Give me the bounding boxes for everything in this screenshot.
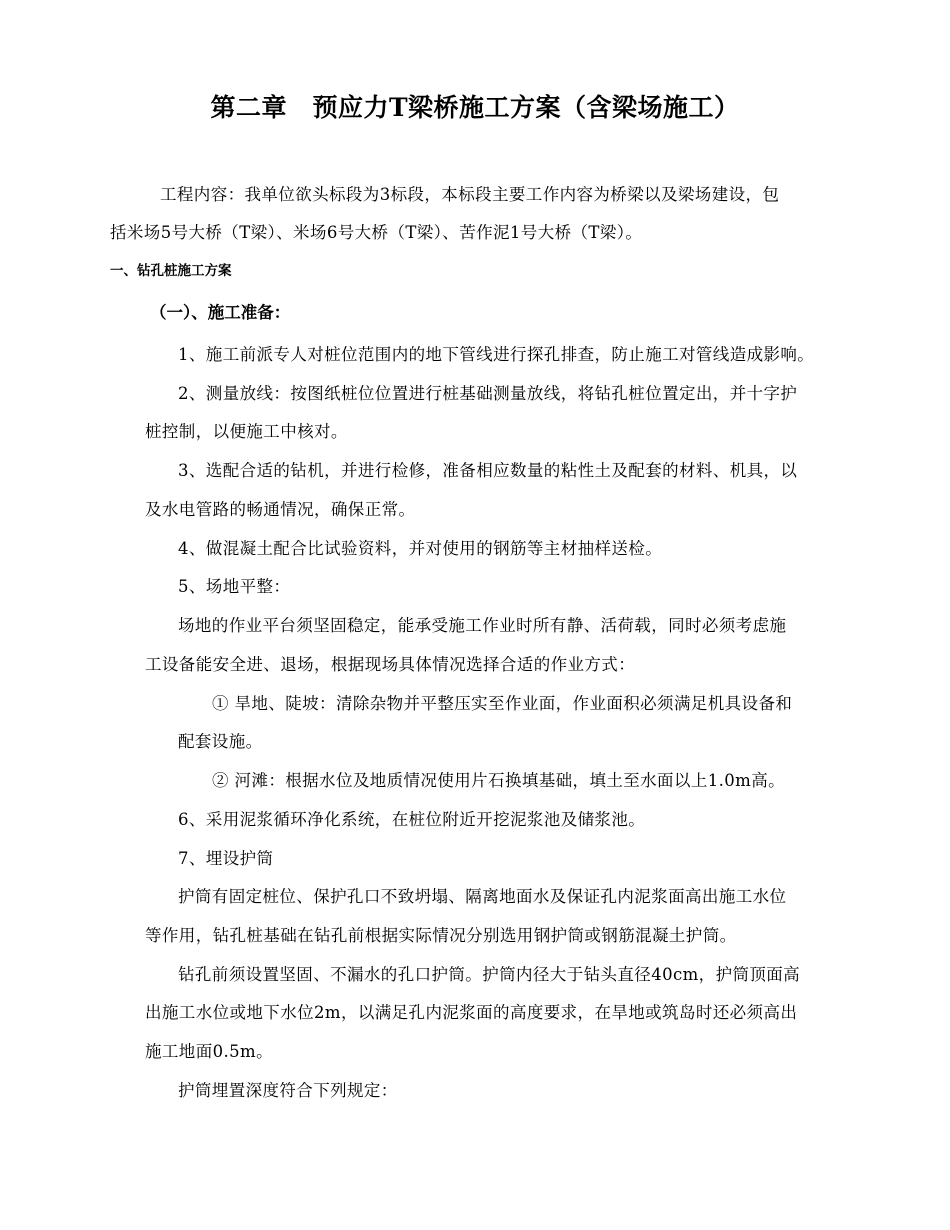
paragraph-line: 工设备能安全进、退场，根据现场具体情况选择合适的作业方式： — [145, 655, 636, 674]
paragraph-line: 7、埋设护筒 — [178, 849, 274, 868]
paragraph-line: 钻孔前须设置坚固、不漏水的孔口护筒。护筒内径大于钻头直径40cm，护筒顶面高 — [178, 965, 801, 984]
paragraph-line: 施工地面0.5m。 — [145, 1042, 273, 1061]
intro-line-1: 工程内容：我单位欲头标段为3标段，本标段主要工作内容为桥梁以及梁场建设，包 — [160, 185, 780, 204]
paragraph-line: 配套设施。 — [178, 732, 263, 751]
paragraph-line: 及水电管路的畅通情况，确保正常。 — [145, 500, 416, 519]
paragraph-line: 护筒有固定桩位、保护孔口不致坍塌、隔离地面水及保证孔内泥浆面高出施工水位 — [178, 887, 787, 906]
paragraph-line: 2、测量放线：按图纸桩位位置进行桩基础测量放线，将钻孔桩位置定出，并十字护 — [178, 384, 798, 403]
paragraph-line: 1、施工前派专人对桩位范围内的地下管线进行探孔排查，防止施工对管线造成影响。 — [178, 345, 815, 364]
paragraph-line: ② 河滩：根据水位及地质情况使用片石换填基础，填土至水面以上1.0m高。 — [212, 771, 786, 790]
subsection-heading: （一）、施工准备： — [150, 303, 291, 322]
paragraph-line: 4、做混凝土配合比试验资料，并对使用的钢筋等主材抽样送检。 — [178, 539, 663, 558]
paragraph-line: 5、场地平整： — [178, 577, 291, 596]
section-heading: 一、钻孔桩施工方案 — [110, 263, 232, 279]
paragraph-line: 6、采用泥浆循环净化系统，在桩位附近开挖泥浆池及储浆池。 — [178, 810, 646, 829]
paragraph-line: 护筒埋置深度符合下列规定： — [178, 1081, 398, 1100]
paragraph-line: 桩控制，以便施工中核对。 — [145, 422, 348, 441]
page-title: 第二章 预应力T梁桥施工方案（含梁场施工） — [210, 93, 740, 122]
paragraph-line: ① 旱地、陡坡：清除杂物并平整压实至作业面，作业面积必须满足机具设备和 — [212, 694, 793, 713]
paragraph-line: 等作用，钻孔桩基础在钻孔前根据实际情况分别选用钢护筒或钢筋混凝土护筒。 — [145, 926, 737, 945]
paragraph-line: 场地的作业平台须坚固稳定，能承受施工作业时所有静、活荷载，同时必须考虑施 — [178, 616, 787, 635]
paragraph-line: 3、选配合适的钻机，并进行检修，准备相应数量的粘性土及配套的材料、机具，以 — [178, 461, 798, 480]
intro-line-2: 括米场5号大桥（T梁）、米场6号大桥（T梁）、苦作泥1号大桥（T梁）。 — [110, 223, 643, 242]
paragraph-line: 出施工水位或地下水位2m，以满足孔内泥浆面的高度要求，在旱地或筑岛时还必须高出 — [145, 1003, 798, 1022]
